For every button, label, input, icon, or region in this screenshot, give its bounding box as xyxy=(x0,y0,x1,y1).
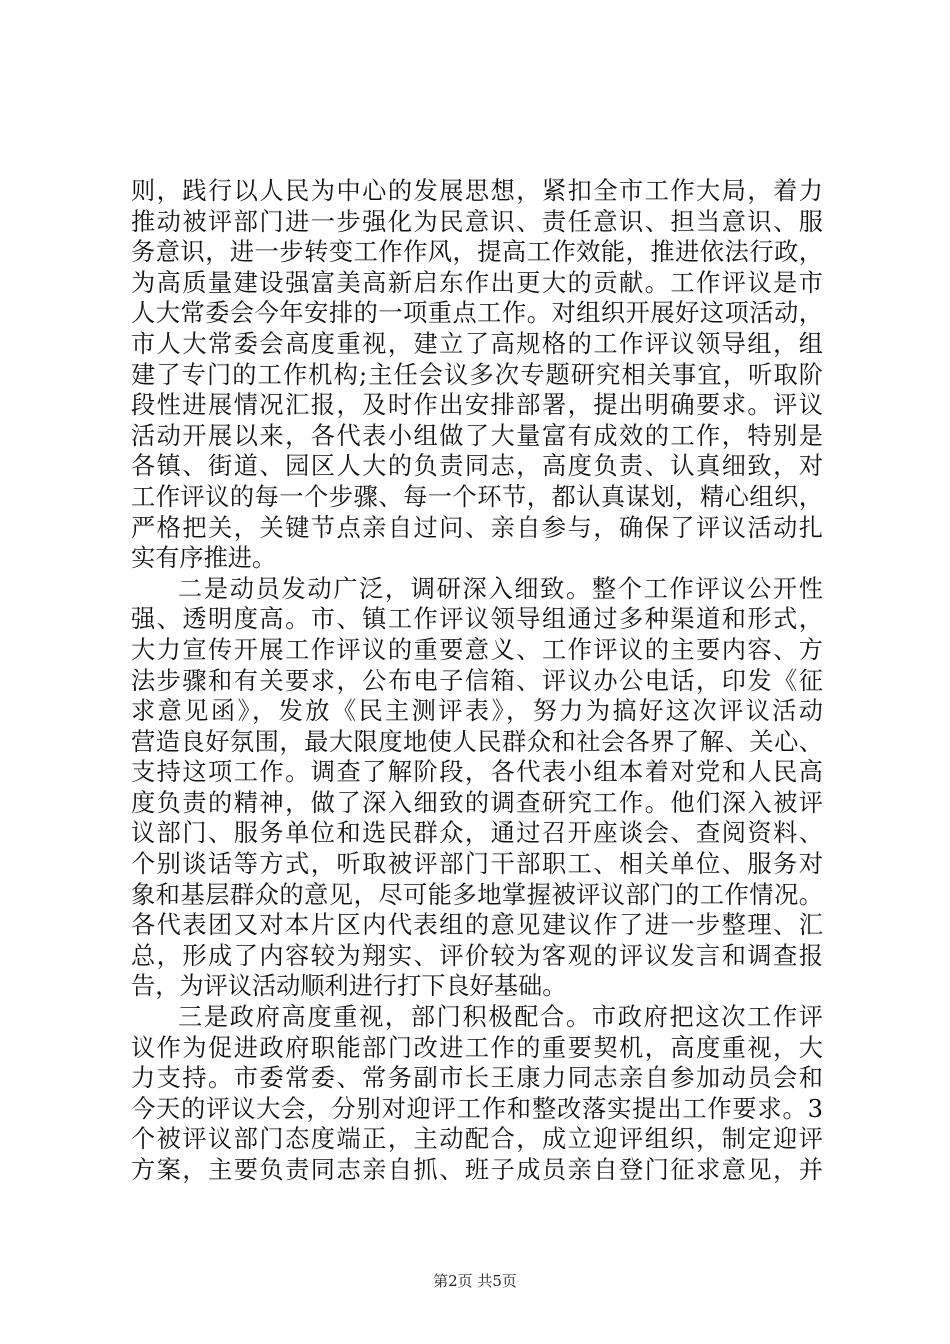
text-line: 议部门、服务单位和选民群众，通过召开座谈会、查阅资料、 xyxy=(131,819,823,848)
text-line: 务意识，进一步转变工作作风，提高工作效能，推进依法行政， xyxy=(131,238,823,267)
text-line: 求意见函》，发放《民主测评表》，努力为搞好这次评议活动 xyxy=(131,697,823,726)
paragraph-1 xyxy=(131,176,823,574)
text-line: 二是动员发动广泛，调研深入细致。整个工作评议公开性 xyxy=(178,574,823,603)
text-line: 个别谈话等方式，听取被评部门干部职工、相关单位、服务对 xyxy=(131,850,823,879)
text-line: 建了专门的工作机构;主任会议多次专题研究相关事宜，听取阶 xyxy=(131,360,823,389)
text-line: 今天的评议大会，分别对迎评工作和整改落实提出工作要求。3 xyxy=(131,1094,823,1123)
text-line: 三是政府高度重视，部门积极配合。市政府把这次工作评 xyxy=(178,1003,823,1032)
text-line: 营造良好氛围，最大限度地使人民群众和社会各界了解、关心、 xyxy=(131,727,823,756)
text-line: 为高质量建设强富美高新启东作出更大的贡献。工作评议是市 xyxy=(131,268,823,297)
text-line: 实有序推进。 xyxy=(131,544,277,573)
text-line: 活动开展以来，各代表小组做了大量富有成效的工作，特别是 xyxy=(131,421,823,450)
text-line: 个被评议部门态度端正，主动配合，成立迎评组织，制定迎评 xyxy=(131,1125,823,1154)
page-footer: 第2页 共5页 xyxy=(433,1272,517,1290)
text-line: 各代表团又对本片区内代表组的意见建议作了进一步整理、汇 xyxy=(131,911,823,940)
text-line: 力支持。市委常委、常务副市长王康力同志亲自参加动员会和 xyxy=(131,1064,823,1093)
text-line: 象和基层群众的意见，尽可能多地掌握被评议部门的工作情况。 xyxy=(131,880,823,909)
text-line: 总，形成了内容较为翔实、评价较为客观的评议发言和调查报 xyxy=(131,941,823,970)
text-line: 则，践行以人民为中心的发展思想，紧扣全市工作大局，着力 xyxy=(131,177,823,205)
text-line: 告，为评议活动顺利进行打下良好基础。 xyxy=(131,972,567,1001)
text-line: 市人大常委会高度重视，建立了高规格的工作评议领导组，组 xyxy=(131,329,823,358)
paragraph-2 xyxy=(131,574,823,1002)
text-line: 议作为促进政府职能部门改进工作的重要契机，高度重视，大 xyxy=(131,1033,823,1062)
text-line: 大力宣传开展工作评议的重要意义、工作评议的主要内容、方 xyxy=(131,635,823,664)
text-line: 法步骤和有关要求，公布电子信箱、评议办公电话，印发《征 xyxy=(131,666,823,695)
text-line: 方案，主要负责同志亲自抓、班子成员亲自登门征求意见，并 xyxy=(131,1156,823,1184)
paragraph-3 xyxy=(131,1002,823,1186)
text-line: 强、透明度高。市、镇工作评议领导组通过多种渠道和形式， xyxy=(131,605,823,634)
text-line: 各镇、街道、园区人大的负责同志，高度负责、认真细致，对 xyxy=(131,452,823,481)
document-body xyxy=(131,176,823,1186)
text-line: 工作评议的每一个步骤、每一个环节，都认真谋划，精心组织， xyxy=(131,482,823,511)
text-line: 段性进展情况汇报，及时作出安排部署，提出明确要求。评议 xyxy=(131,391,823,420)
text-line: 支持这项工作。调查了解阶段，各代表小组本着对党和人民高 xyxy=(131,758,823,787)
text-line: 推动被评部门进一步强化为民意识、责任意识、担当意识、服 xyxy=(131,207,823,236)
text-line: 人大常委会今年安排的一项重点工作。对组织开展好这项活动， xyxy=(131,299,823,328)
text-line: 严格把关，关键节点亲自过问、亲自参与，确保了评议活动扎 xyxy=(131,513,823,542)
text-line: 度负责的精神，做了深入细致的调查研究工作。他们深入被评 xyxy=(131,788,823,817)
